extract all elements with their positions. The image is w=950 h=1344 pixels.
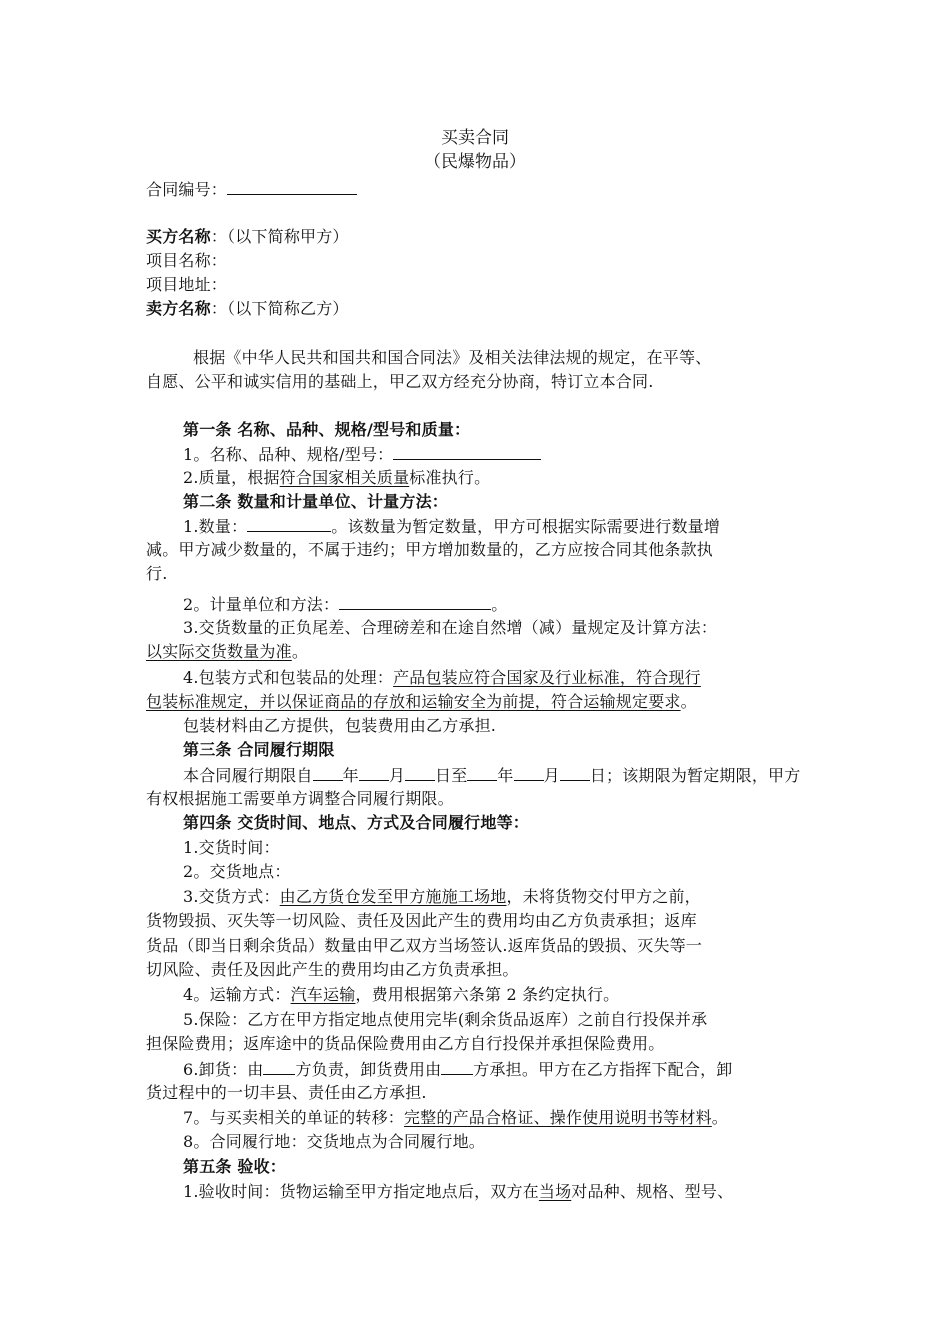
article-3-line-1 bbox=[183, 763, 800, 788]
unloading-mid: 方负责，卸货费用由 bbox=[295, 1060, 442, 1079]
inspection-on-site-underlined: 当场 bbox=[538, 1182, 572, 1201]
start-day-blank bbox=[405, 763, 435, 781]
quality-pre: 2.质量，根据 bbox=[183, 468, 280, 487]
article-4-item-3-line-4: 切风险、责任及因此产生的费用均由乙方负责承担。 bbox=[146, 960, 519, 979]
quantity-text: 。该数量为暂定数量，甲方可根据实际需要进行数量增 bbox=[331, 517, 721, 536]
quantity-blank bbox=[247, 514, 331, 532]
article-4-item-3 bbox=[183, 885, 701, 909]
start-month-label: 月 bbox=[388, 766, 406, 785]
article-2-item-3-line-2 bbox=[146, 640, 308, 664]
article-4-item-1: 1.交货时间： bbox=[183, 838, 280, 857]
article-4-item-5: 5.保险：乙方在甲方指定地点使用完毕(剩余货品返库）之前自行投保并承 bbox=[183, 1010, 708, 1029]
article-2-item-1-line-2: 减。甲方减少数量的，不属于违约；甲方增加数量的，乙方应按合同其他条款执 bbox=[146, 540, 714, 559]
packaging-label: 4.包装方式和包装品的处理： bbox=[183, 668, 394, 687]
contract-number-blank bbox=[227, 177, 357, 195]
end-year-blank bbox=[467, 763, 497, 781]
end-day-label: 日；该期限为暂定期限，甲方 bbox=[589, 766, 801, 785]
article-4-item-5-line-2: 担保险费用；返库途中的货品保险费用由乙方自行投保并承担保险费用。 bbox=[146, 1034, 665, 1053]
unit-method-end: 。 bbox=[491, 595, 508, 614]
unit-method-label: 2。计量单位和方法： bbox=[183, 595, 340, 614]
article-5-heading: 第五条 验收： bbox=[183, 1157, 286, 1176]
article-3-line-2: 有权根据施工需要单方调整合同履行期限。 bbox=[146, 789, 454, 808]
end-month-label: 月 bbox=[543, 766, 560, 785]
end-year-label: 年 bbox=[497, 766, 514, 785]
term-from: 本合同履行期限自 bbox=[183, 766, 313, 785]
unloading-label: 6.卸货：由 bbox=[183, 1060, 264, 1079]
article-2-item-2 bbox=[183, 592, 507, 617]
article-4-item-3-line-2: 货物毁损、灭失等一切风险、责任及因此产生的费用均由乙方负责承担；返库 bbox=[146, 911, 697, 930]
document-subtitle: （民爆物品） bbox=[424, 152, 526, 172]
project-name-line: 项目名称： bbox=[146, 251, 228, 270]
article-2-heading: 第二条 数量和计量单位、计量方法： bbox=[183, 492, 448, 511]
article-2-item-1-line-3: 行. bbox=[146, 564, 168, 583]
contract-number-line bbox=[146, 177, 357, 202]
preamble-line-1: 根据《中华人民共和国共和国合同法》及相关法律法规的规定，在平等、 bbox=[193, 348, 712, 367]
documents-underlined: 完整的产品合格证、操作使用说明书等材料 bbox=[403, 1108, 712, 1127]
article-2-item-4-line-2 bbox=[146, 690, 697, 714]
article-1-item-2 bbox=[183, 466, 490, 490]
article-2-item-4-line-3: 包装材料由乙方提供，包装费用由乙方承担. bbox=[183, 716, 497, 735]
buyer-note: ：（以下简称甲方） bbox=[210, 227, 349, 246]
end-day-blank bbox=[560, 763, 590, 781]
delivery-method-label: 3.交货方式： bbox=[183, 887, 280, 906]
packaging-underlined-2: 包装标准规定，并以保证商品的存放和运输安全为前提，符合运输规定要求 bbox=[146, 692, 681, 711]
documents-label: 7。与买卖相关的单证的转移： bbox=[183, 1108, 404, 1127]
delivery-method-underlined: 由乙方货仓发至甲方施施工场地 bbox=[279, 887, 507, 906]
end-month-blank bbox=[514, 763, 544, 781]
start-day-label: 日至 bbox=[435, 766, 468, 785]
start-month-blank bbox=[359, 763, 389, 781]
article-4-item-2: 2。交货地点： bbox=[183, 862, 291, 881]
unloading-fee-party-blank bbox=[441, 1057, 473, 1075]
preamble-line-2: 自愿、公平和诚实信用的基础上，甲乙双方经充分协商，特订立本合同. bbox=[146, 372, 654, 391]
quality-underlined: 符合国家相关质量 bbox=[279, 468, 410, 487]
inspection-time-label: 1.验收时间：货物运输至甲方指定地点后，双方在 bbox=[183, 1182, 539, 1201]
packaging-underlined-1: 产品包装应符合国家及行业标准，符合现行 bbox=[393, 668, 701, 687]
seller-line bbox=[146, 297, 349, 321]
article-2-item-1 bbox=[183, 514, 720, 539]
project-address-line: 项目地址： bbox=[146, 275, 228, 294]
start-year-blank bbox=[313, 763, 343, 781]
spec-blank bbox=[393, 442, 541, 460]
article-2-item-4 bbox=[183, 666, 701, 690]
actual-quantity-end: 。 bbox=[291, 642, 309, 661]
article-4-item-8: 8。合同履行地：交货地点为合同履行地。 bbox=[183, 1132, 485, 1151]
article-1-item-1-text: 1。名称、品种、规格/型号： bbox=[183, 445, 394, 464]
article-2-item-3: 3.交货数量的正负尾差、合理磅差和在途自然增（减）量规定及计算方法： bbox=[183, 618, 718, 637]
contract-number-label: 合同编号： bbox=[146, 180, 228, 199]
transport-post: ，费用根据第六条第 2 条约定执行。 bbox=[355, 985, 620, 1004]
document-title: 买卖合同 bbox=[441, 128, 509, 148]
buyer-label: 买方名称 bbox=[146, 227, 211, 246]
quality-post: 标准执行。 bbox=[409, 468, 491, 487]
unloading-post: 方承担。甲方在乙方指挥下配合，卸 bbox=[473, 1060, 733, 1079]
article-4-item-6-line-2: 货过程中的一切丰县、责任由乙方承担. bbox=[146, 1083, 427, 1102]
unloading-party-blank bbox=[263, 1057, 295, 1075]
seller-note: ：（以下简称乙方） bbox=[210, 299, 349, 318]
article-1-heading: 第一条 名称、品种、规格/型号和质量： bbox=[183, 420, 471, 439]
transport-label: 4。运输方式： bbox=[183, 985, 291, 1004]
article-5-item-1 bbox=[183, 1180, 733, 1204]
article-1-item-1 bbox=[183, 442, 541, 467]
packaging-end: 。 bbox=[680, 692, 697, 711]
article-4-heading: 第四条 交货时间、地点、方式及合同履行地等： bbox=[183, 813, 529, 832]
actual-quantity-underlined: 以实际交货数量为准 bbox=[146, 642, 292, 661]
start-year-label: 年 bbox=[342, 766, 359, 785]
inspection-time-post: 对品种、规格、型号、 bbox=[571, 1182, 734, 1201]
buyer-line bbox=[146, 225, 349, 249]
article-4-item-3-line-3: 货品（即当日剩余货品）数量由甲乙双方当场签认.返库货品的毁损、灭失等一 bbox=[146, 936, 703, 955]
article-4-item-6 bbox=[183, 1057, 732, 1082]
article-3-heading: 第三条 合同履行期限 bbox=[183, 740, 335, 759]
seller-label: 卖方名称 bbox=[146, 299, 211, 318]
quantity-label: 1.数量： bbox=[183, 517, 248, 536]
delivery-method-post: ，未将货物交付甲方之前， bbox=[506, 887, 701, 906]
article-4-item-4 bbox=[183, 983, 619, 1007]
unit-method-blank bbox=[339, 592, 491, 610]
documents-end: 。 bbox=[711, 1108, 728, 1127]
transport-underlined: 汽车运输 bbox=[290, 985, 356, 1004]
article-4-item-7 bbox=[183, 1106, 728, 1130]
